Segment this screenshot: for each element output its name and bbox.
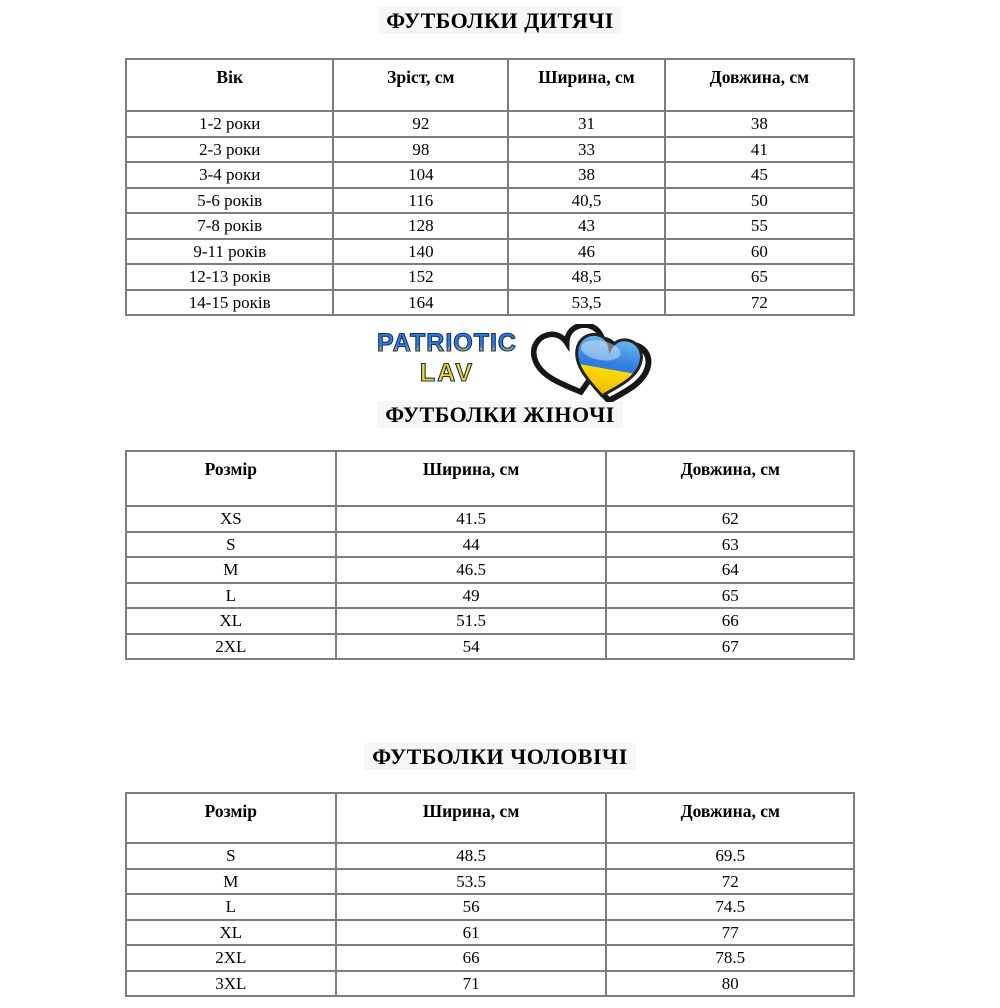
table-cell: XL	[126, 920, 336, 946]
header-cell: Довжина, см	[665, 59, 854, 111]
table-row	[126, 188, 854, 214]
table-cell: M	[126, 869, 336, 895]
table-cell: 116	[333, 188, 508, 214]
header-cell: Вік	[126, 59, 333, 111]
table-cell: L	[126, 894, 336, 920]
patriotic-lav-logo	[0, 324, 1000, 402]
logo-text-lav: LAV	[419, 359, 475, 387]
table-cell: S	[126, 843, 336, 869]
table-cell: 48.5	[336, 843, 607, 869]
table-row	[126, 945, 854, 971]
table-cell: 60	[665, 239, 854, 265]
header-cell: Ширина, см	[336, 451, 607, 506]
page-title-men	[0, 744, 1000, 770]
table-cell: 67	[606, 634, 854, 660]
table-row	[126, 213, 854, 239]
table-cell: 48,5	[508, 264, 665, 290]
header-cell: Розмір	[126, 451, 336, 506]
table-cell: 72	[665, 290, 854, 316]
table-cell: 43	[508, 213, 665, 239]
size-table-men-wrap	[125, 792, 855, 997]
table-cell: 92	[333, 111, 508, 137]
table-cell: 62	[606, 506, 854, 532]
page-title-children-text: ФУТБОЛКИ ДИТЯЧІ	[378, 7, 622, 34]
table-cell: 98	[333, 137, 508, 163]
table-cell: 69.5	[606, 843, 854, 869]
table-cell: 53.5	[336, 869, 607, 895]
table-row	[126, 634, 854, 660]
table-cell: 65	[606, 583, 854, 609]
table-row	[126, 971, 854, 997]
table-cell: 45	[665, 162, 854, 188]
size-table-children	[125, 58, 855, 316]
table-cell: 152	[333, 264, 508, 290]
table-row	[126, 869, 854, 895]
header-cell: Довжина, см	[606, 793, 854, 843]
table-row	[126, 532, 854, 558]
table-row	[126, 239, 854, 265]
table-row	[126, 843, 854, 869]
header-cell: Розмір	[126, 793, 336, 843]
table-cell: 2XL	[126, 634, 336, 660]
table-cell: 3-4 роки	[126, 162, 333, 188]
table-row	[126, 608, 854, 634]
table-cell: 41.5	[336, 506, 607, 532]
size-table-men	[125, 792, 855, 997]
table-cell: 71	[336, 971, 607, 997]
table-cell: 46	[508, 239, 665, 265]
table-cell: 78.5	[606, 945, 854, 971]
table-cell: 49	[336, 583, 607, 609]
table-cell: 50	[665, 188, 854, 214]
table-cell: M	[126, 557, 336, 583]
table-cell: S	[126, 532, 336, 558]
table-row	[126, 557, 854, 583]
table-row	[126, 290, 854, 316]
table-cell: 53,5	[508, 290, 665, 316]
header-cell: Ширина, см	[336, 793, 607, 843]
table-cell: 63	[606, 532, 854, 558]
table-cell: 66	[336, 945, 607, 971]
size-table-women	[125, 450, 855, 660]
table-cell: 33	[508, 137, 665, 163]
table-cell: 38	[665, 111, 854, 137]
table-cell: 66	[606, 608, 854, 634]
table-cell: 55	[665, 213, 854, 239]
table-cell: 2-3 роки	[126, 137, 333, 163]
table-cell: 1-2 роки	[126, 111, 333, 137]
size-table-women-wrap	[125, 450, 855, 660]
table-cell: 7-8 років	[126, 213, 333, 239]
table-row	[126, 137, 854, 163]
table-cell: XL	[126, 608, 336, 634]
table-row	[126, 162, 854, 188]
table-cell: 65	[665, 264, 854, 290]
table-cell: 14-15 років	[126, 290, 333, 316]
table-cell: 56	[336, 894, 607, 920]
table-cell: 77	[606, 920, 854, 946]
table-cell: 5-6 років	[126, 188, 333, 214]
table-cell: 44	[336, 532, 607, 558]
table-cell: 40,5	[508, 188, 665, 214]
table-cell: 3XL	[126, 971, 336, 997]
logo-text-patriotic: PATRIOTIC	[376, 329, 518, 357]
table-row	[126, 920, 854, 946]
size-table-children-wrap	[125, 58, 855, 316]
table-cell: 140	[333, 239, 508, 265]
page-title-women	[0, 402, 1000, 428]
page-title-women-text: ФУТБОЛКИ ЖІНОЧІ	[377, 401, 623, 428]
header-row	[126, 451, 854, 506]
table-cell: 54	[336, 634, 607, 660]
header-row	[126, 793, 854, 843]
ukraine-flag-heart-icon	[529, 324, 651, 402]
table-cell: 46.5	[336, 557, 607, 583]
page-title-children	[0, 8, 1000, 34]
table-row	[126, 583, 854, 609]
table-cell: 38	[508, 162, 665, 188]
table-cell: 41	[665, 137, 854, 163]
header-cell: Зріст, см	[333, 59, 508, 111]
table-cell: XS	[126, 506, 336, 532]
table-cell: 64	[606, 557, 854, 583]
table-cell: L	[126, 583, 336, 609]
table-cell: 104	[333, 162, 508, 188]
table-cell: 31	[508, 111, 665, 137]
table-cell: 9-11 років	[126, 239, 333, 265]
table-cell: 2XL	[126, 945, 336, 971]
header-cell: Довжина, см	[606, 451, 854, 506]
table-cell: 12-13 років	[126, 264, 333, 290]
header-row	[126, 59, 854, 111]
table-cell: 74.5	[606, 894, 854, 920]
table-row	[126, 506, 854, 532]
table-cell: 51.5	[336, 608, 607, 634]
header-cell: Ширина, см	[508, 59, 665, 111]
table-cell: 72	[606, 869, 854, 895]
table-cell: 80	[606, 971, 854, 997]
table-cell: 61	[336, 920, 607, 946]
table-row	[126, 264, 854, 290]
table-cell: 128	[333, 213, 508, 239]
table-cell: 164	[333, 290, 508, 316]
patriotic-lav-logo-graphic	[372, 324, 652, 402]
table-row	[126, 894, 854, 920]
page-title-men-text: ФУТБОЛКИ ЧОЛОВІЧІ	[364, 743, 636, 770]
table-row	[126, 111, 854, 137]
